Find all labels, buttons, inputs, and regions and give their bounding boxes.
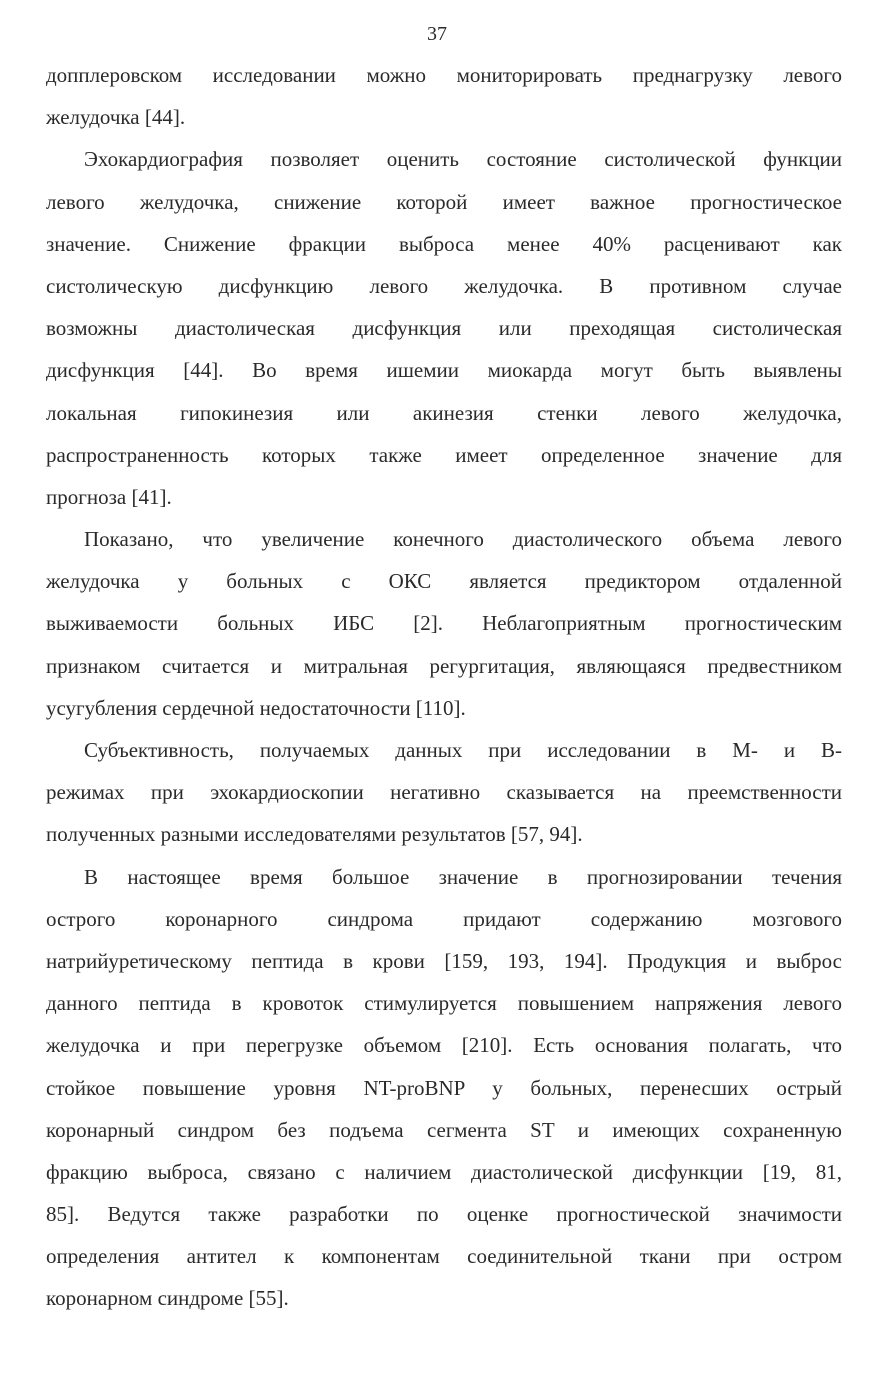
text-line: усугубления сердечной недостаточности [110]. <box>46 695 466 720</box>
text-line: режимах при эхокардиоскопии негативно сказывается на преемственности <box>46 780 842 805</box>
text-line: Субъективность, получаемых данных при исследовании в М- и В- <box>84 738 842 762</box>
text-line: 85]. Ведутся также разработки по оценке прогностической значимости <box>46 1202 842 1227</box>
text-line: желудочка и при перегрузке объемом [210]. Есть основания полагать, что <box>46 1033 842 1058</box>
text-line: значение. Снижение фракции выброса менее 40% расценивают как <box>46 231 842 256</box>
paragraph <box>46 54 842 138</box>
text-line: желудочка [44]. <box>46 105 186 130</box>
text-line: коронарный синдром без подъема сегмента ST и имеющих сохраненную <box>46 1117 842 1142</box>
text-line: допплеровском исследовании можно мониторировать преднагрузку левого <box>46 63 842 87</box>
text-line: левого желудочка, снижение которой имеет важное прогностическое <box>46 189 842 214</box>
text-line: натрийуретическому пептида в крови [159, 193, 194]. Продукция и выброс <box>46 948 842 973</box>
text-line: В настоящее время большое значение в прогнозировании течения <box>84 864 842 889</box>
text-line: полученных разными исследователями результатов [57, 94]. <box>46 822 583 847</box>
text-line: признаком считается и митральная регургитация, являющаяся предвестником <box>46 653 842 678</box>
paragraph <box>46 729 842 856</box>
text-line: данного пептида в кровоток стимулируется повышением напряжения левого <box>46 991 842 1016</box>
text-line: острого коронарного синдрома придают содержанию мозгового <box>46 906 842 931</box>
text-line: прогноза [41]. <box>46 484 172 509</box>
text-line: систолическую дисфункцию левого желудочка. В противном случае <box>46 273 842 298</box>
text-line: дисфункция [44]. Во время ишемии миокарда могут быть выявлены <box>46 358 842 383</box>
text-line: определения антител к компонентам соединительной ткани при остром <box>46 1244 842 1269</box>
text-line: желудочка у больных с ОКС является предиктором отдаленной <box>46 569 842 594</box>
text-line: стойкое повышение уровня NT-proBNP у больных, перенесших острый <box>46 1075 842 1100</box>
paragraph <box>46 138 842 518</box>
text-line: распространенность которых также имеет определенное значение для <box>46 442 842 467</box>
paragraph <box>46 518 842 729</box>
page-number: 37 <box>427 23 447 45</box>
text-line: возможны диастолическая дисфункция или преходящая систолическая <box>46 316 842 341</box>
paragraph <box>46 856 842 1320</box>
text-line: Показано, что увеличение конечного диастолического объема левого <box>84 527 842 552</box>
text-line: Эхокардиография позволяет оценить состояние систолической функции <box>84 147 842 172</box>
text-line: коронарном синдроме [55]. <box>46 1286 289 1311</box>
text-line: локальная гипокинезия или акинезия стенки левого желудочка, <box>46 400 842 425</box>
body-text <box>46 54 842 1320</box>
text-line: фракцию выброса, связано с наличием диастолической дисфункции [19, 81, <box>46 1159 842 1184</box>
text-line: выживаемости больных ИБС [2]. Неблагоприятным прогностическим <box>46 611 842 636</box>
